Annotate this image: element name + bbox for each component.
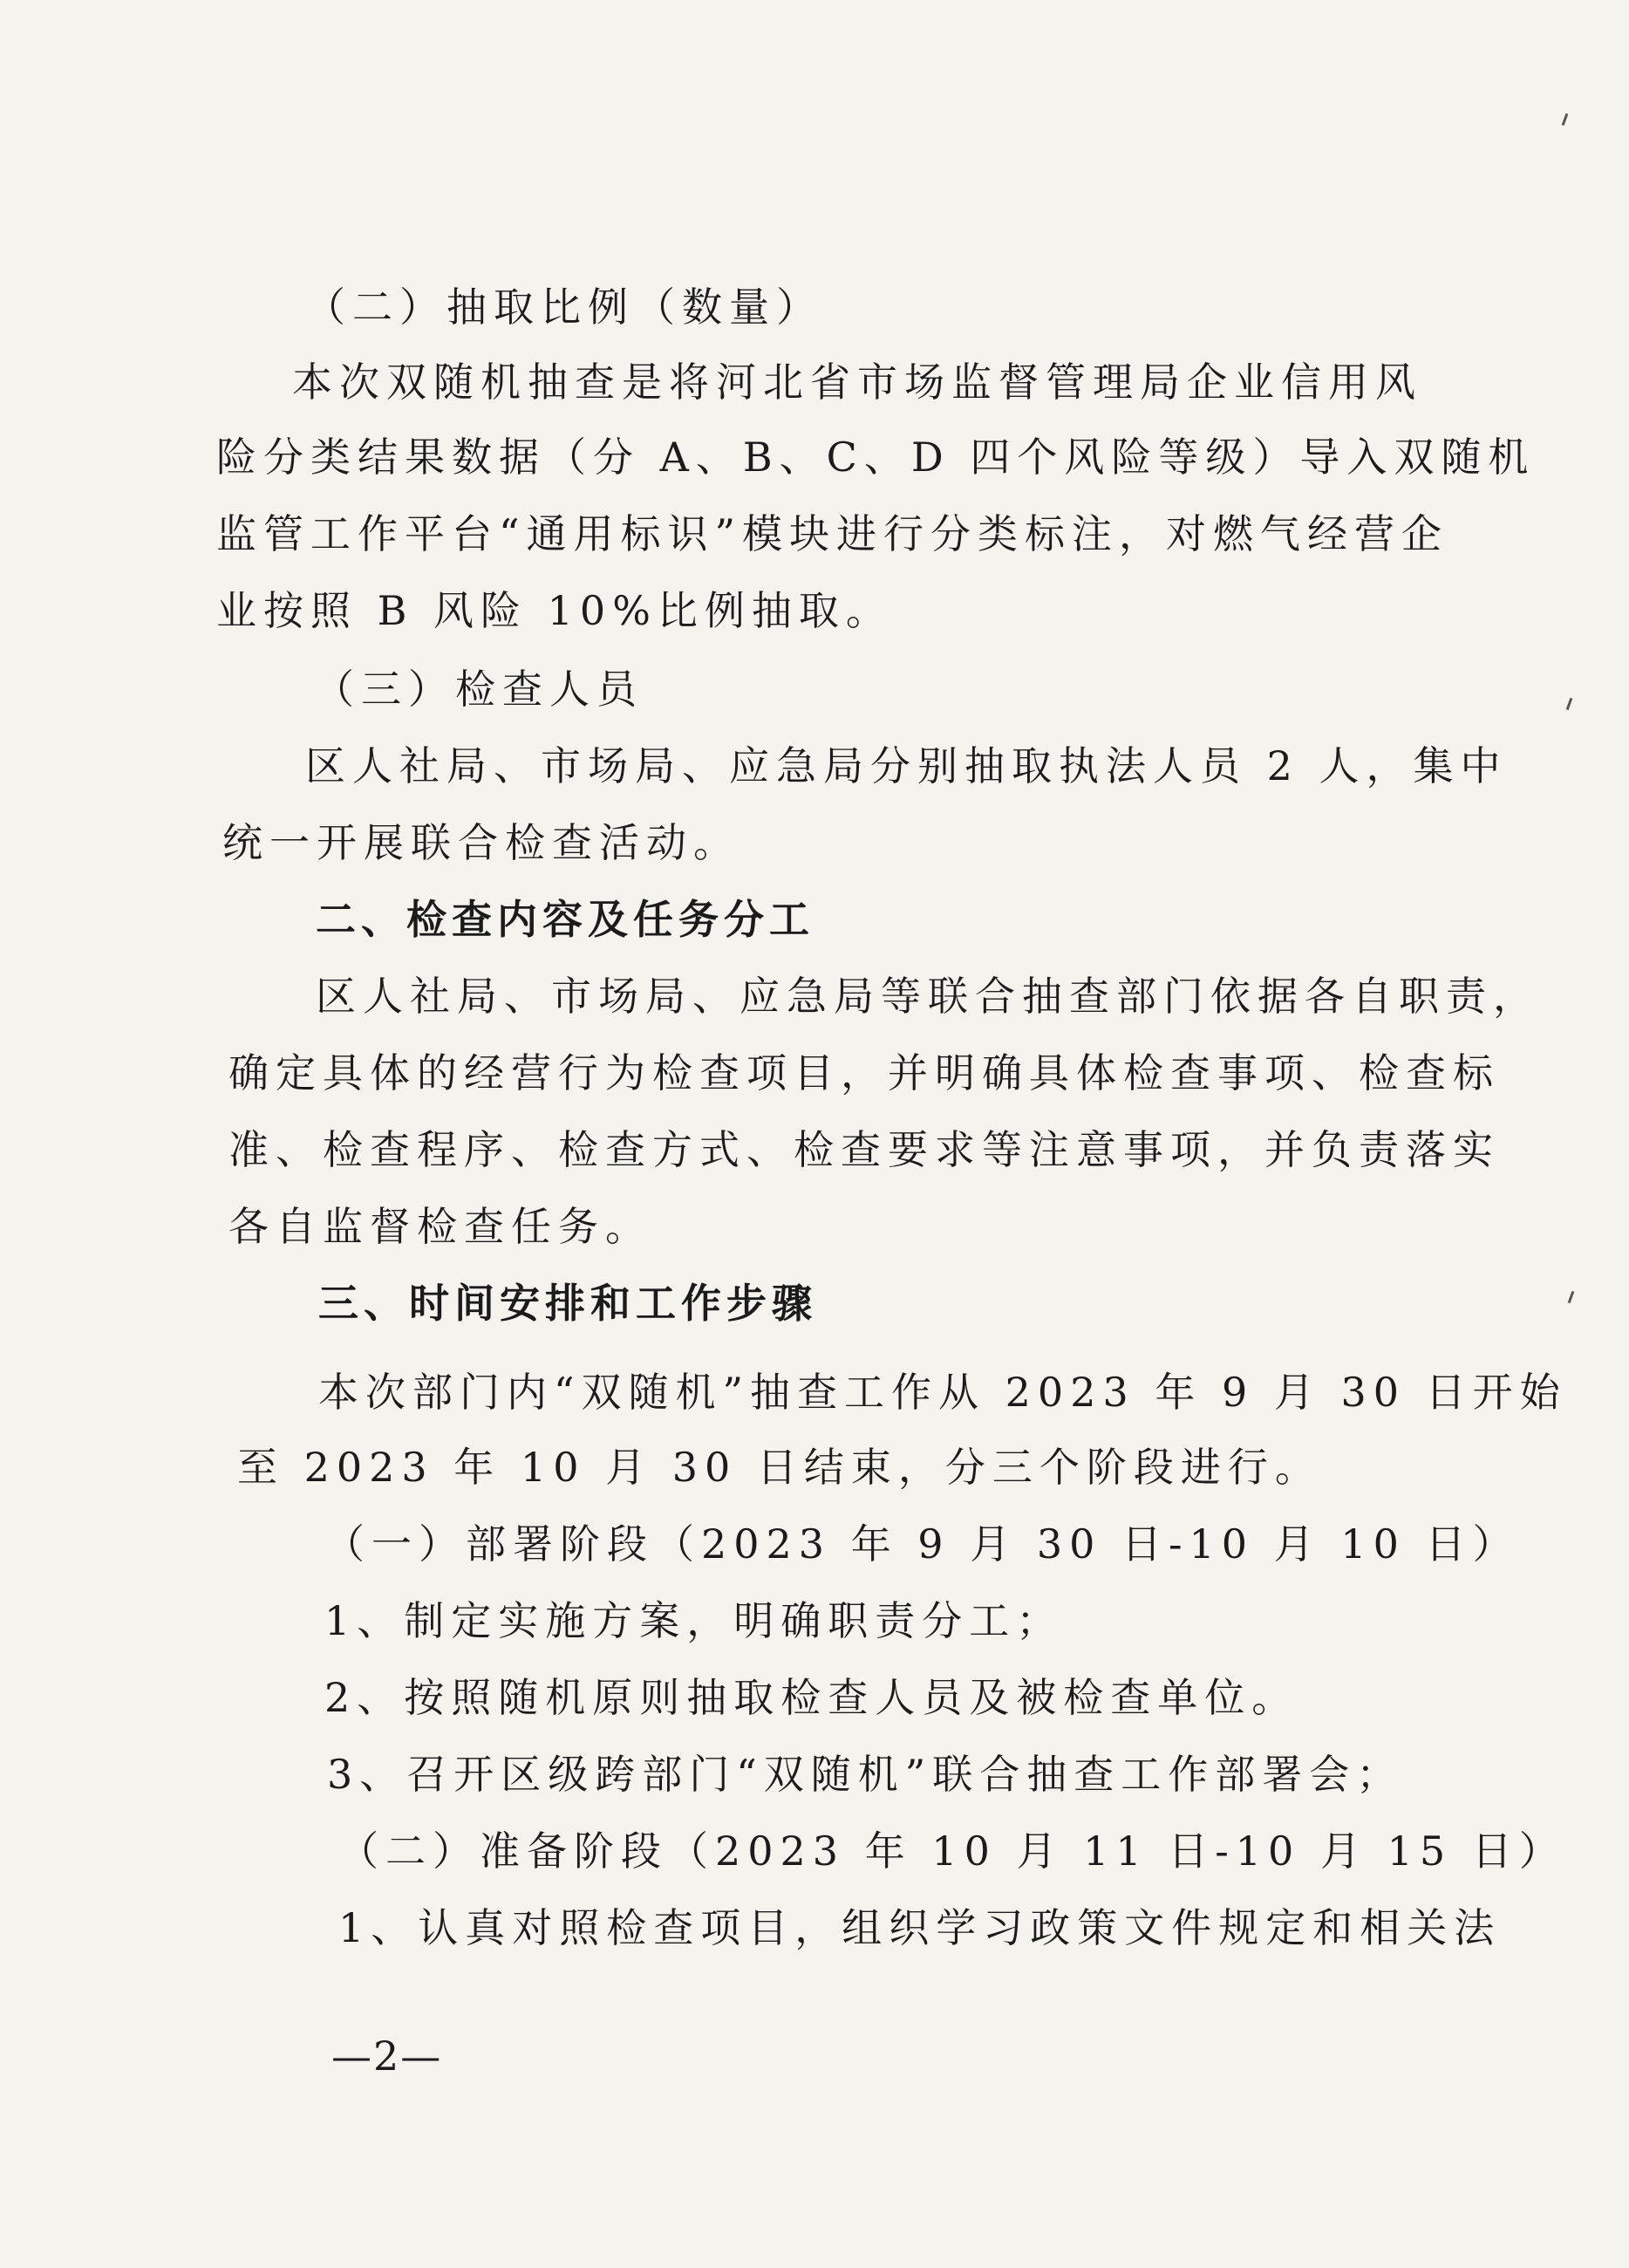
paragraph-line: 本次部门内“双随机”抽查工作从 2023 年 9 月 30 日开始 (318, 1369, 1567, 1416)
paragraph-line: 准、检查程序、检查方式、检查要求等注意事项，并负责落实 (228, 1126, 1500, 1173)
paragraph-line: 区人社局、市场局、应急局分别抽取执法人员 2 人，集中 (305, 742, 1508, 789)
list-item: 1、制定实施方案，明确职责分工； (324, 1597, 1064, 1644)
page-number: —2— (331, 2032, 443, 2080)
paragraph-line: 业按照 B 风险 10%比例抽取。 (216, 587, 893, 634)
phase-title: （一）部署阶段（2023 年 9 月 30 日-10 月 10 日） (324, 1520, 1520, 1568)
paragraph-line: 各自监督检查任务。 (228, 1203, 652, 1250)
paragraph-line: 监管工作平台“通用标识”模块进行分类标注，对燃气经营企 (216, 510, 1449, 557)
list-item: 1、认真对照检查项目，组织学习政策文件规定和相关法 (338, 1904, 1502, 1951)
list-item: 3、召开区级跨部门“双随机”联合抽查工作部署会； (327, 1751, 1404, 1798)
paragraph-line: 确定具体的经营行为检查项目，并明确具体检查事项、检查标 (228, 1049, 1500, 1096)
list-item: 2、按照随机原则抽取检查人员及被检查单位。 (324, 1674, 1299, 1721)
section-title: （三）检查人员 (314, 666, 644, 713)
scan-speck (1568, 1291, 1575, 1303)
phase-title: （二）准备阶段（2023 年 10 月 11 日-10 月 15 日） (338, 1827, 1566, 1875)
paragraph-line: 至 2023 年 10 月 30 日结束，分三个阶段进行。 (237, 1444, 1322, 1491)
paragraph-line: 险分类结果数据（分 A、B、C、D 四个风险等级）导入双随机 (216, 434, 1536, 481)
heading-3: 三、时间安排和工作步骤 (318, 1280, 817, 1327)
heading-2: 二、检查内容及任务分工 (316, 896, 814, 943)
paragraph-line: 本次双随机抽查是将河北省市场监督管理局企业信用风 (292, 359, 1422, 406)
paragraph-line: 统一开展联合检查活动。 (222, 819, 740, 866)
section-title: （二）抽取比例（数量） (305, 284, 823, 331)
paragraph-line: 区人社局、市场局、应急局等联合抽查部门依据各自职责， (316, 973, 1540, 1020)
scan-speck (1566, 698, 1573, 710)
scan-speck (1562, 113, 1569, 126)
